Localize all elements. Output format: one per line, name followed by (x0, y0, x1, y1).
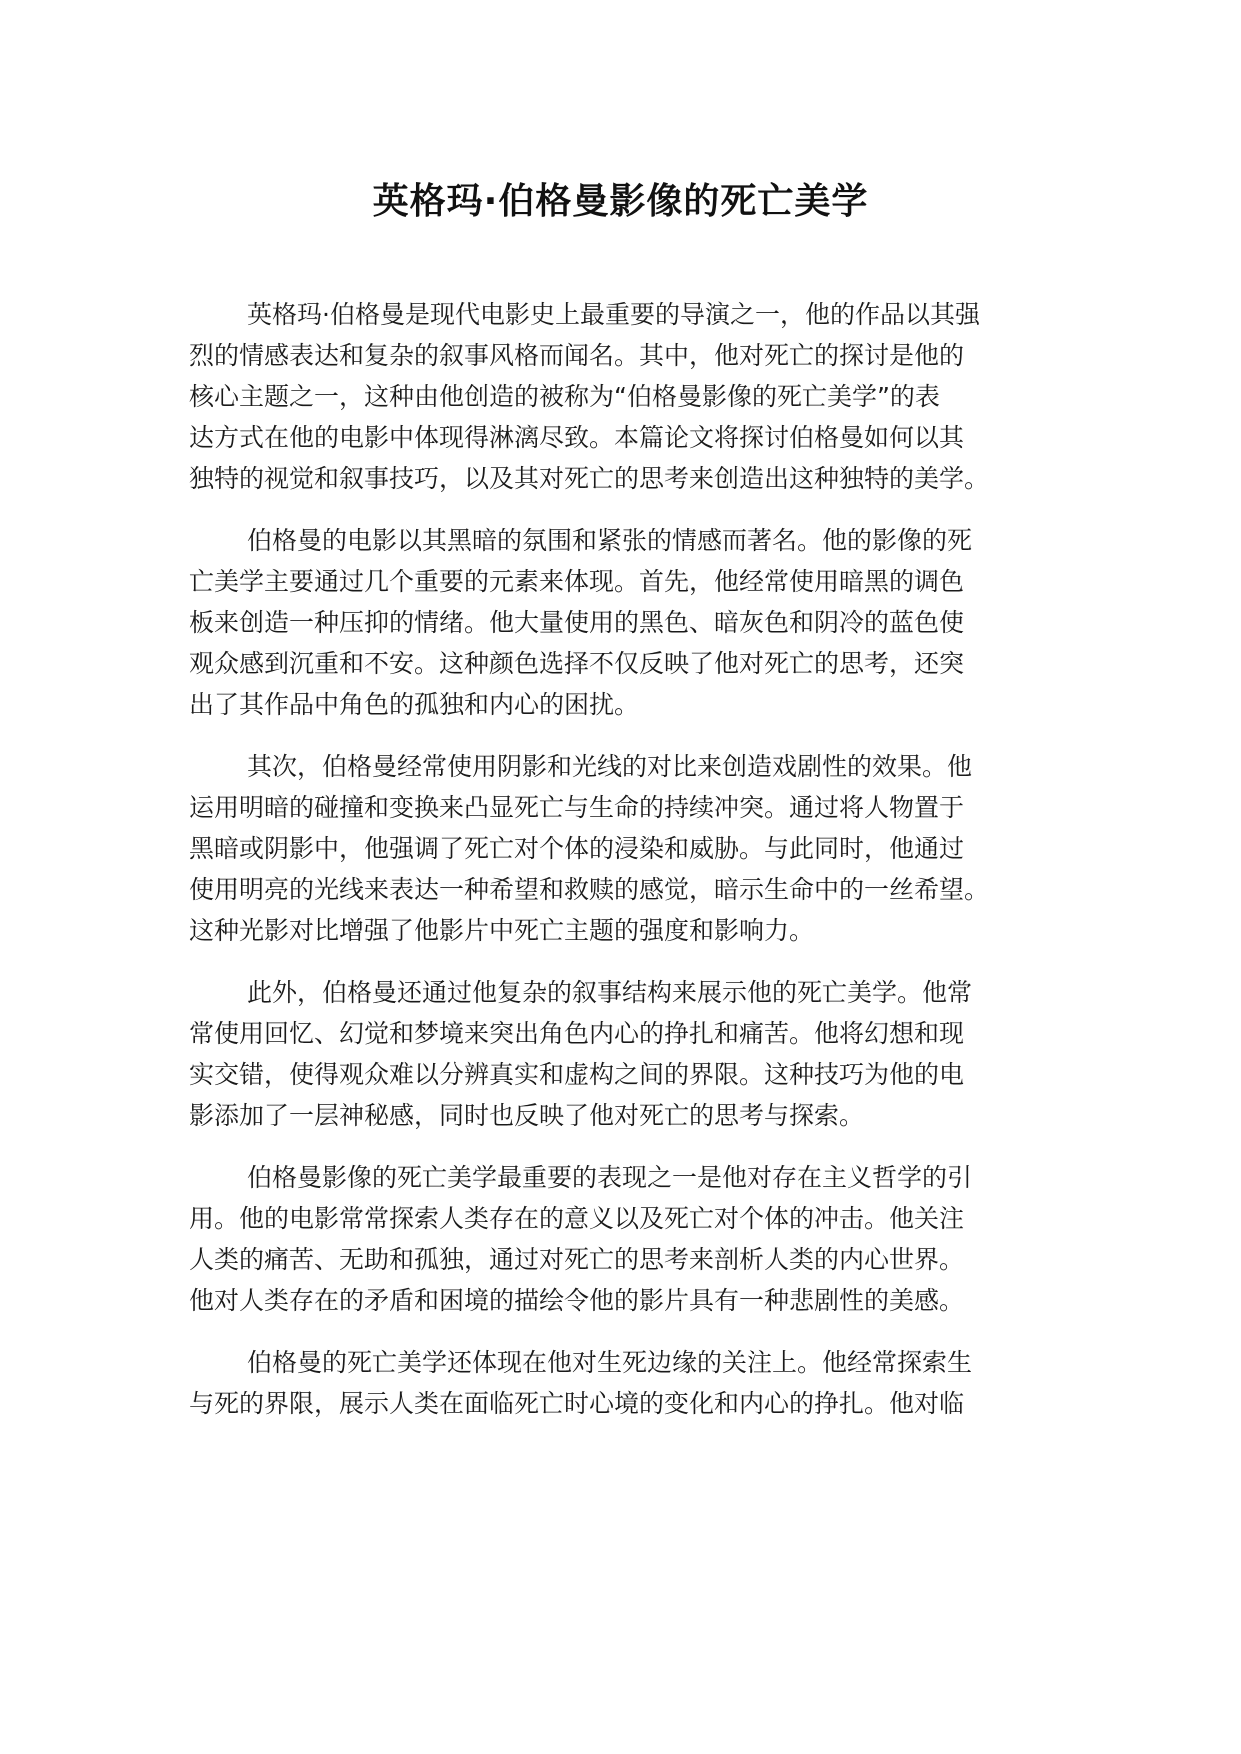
paragraph-line: 实交错，使得观众难以分辨真实和虚构之间的界限。这种技巧为他的电 (189, 1060, 965, 1089)
paragraph-line: 伯格曼的电影以其黑暗的氛围和紧张的情感而著名。他的影像的死 (247, 526, 973, 555)
paragraph-5 (189, 1157, 1069, 1321)
paragraph-line: 独特的视觉和叙事技巧，以及其对死亡的思考来创造出这种独特的美学。 (189, 464, 990, 493)
paragraph-line: 亡美学主要通过几个重要的元素来体现。首先，他经常使用暗黑的调色 (189, 567, 965, 596)
paragraph-line: 英格玛·伯格曼是现代电影史上最重要的导演之一，他的作品以其强 (247, 300, 980, 329)
paragraph-line: 黑暗或阴影中，他强调了死亡对个体的浸染和威胁。与此同时，他通过 (189, 834, 965, 863)
paragraph-line: 出了其作品中角色的孤独和内心的困扰。 (189, 690, 640, 719)
paragraph-line: 达方式在他的电影中体现得淋漓尽致。本篇论文将探讨伯格曼如何以其 (189, 423, 965, 452)
paragraph-line: 与死的界限，展示人类在面临死亡时心境的变化和内心的挣扎。他对临 (189, 1389, 965, 1418)
paragraph-line: 常使用回忆、幻觉和梦境来突出角色内心的挣扎和痛苦。他将幻想和现 (189, 1019, 965, 1048)
paragraph-line: 板来创造一种压抑的情绪。他大量使用的黑色、暗灰色和阴冷的蓝色使 (189, 608, 965, 637)
paragraph-line: 烈的情感表达和复杂的叙事风格而闻名。其中，他对死亡的探讨是他的 (189, 341, 965, 370)
paragraph-line: 核心主题之一，这种由他创造的被称为“伯格曼影像的死亡美学”的表 (189, 382, 940, 411)
paragraph-2 (189, 520, 1069, 725)
paragraph-line: 伯格曼的死亡美学还体现在他对生死边缘的关注上。他经常探索生 (247, 1348, 973, 1377)
paragraph-4 (189, 972, 1069, 1136)
paragraph-line: 观众感到沉重和不安。这种颜色选择不仅反映了他对死亡的思考，还突 (189, 649, 965, 678)
paragraph-3 (189, 746, 1069, 951)
paragraph-line: 运用明暗的碰撞和变换来凸显死亡与生命的持续冲突。通过将人物置于 (189, 793, 965, 822)
document-body (189, 294, 1069, 1445)
paragraph-line: 用。他的电影常常探索人类存在的意义以及死亡对个体的冲击。他关注 (189, 1204, 965, 1233)
paragraph-line: 使用明亮的光线来表达一种希望和救赎的感觉，暗示生命中的一丝希望。 (189, 875, 990, 904)
document-title: 英格玛·伯格曼影像的死亡美学 (372, 181, 869, 222)
paragraph-1 (189, 294, 1069, 499)
paragraph-line: 他对人类存在的矛盾和困境的描绘令他的影片具有一种悲剧性的美感。 (189, 1286, 965, 1315)
paragraph-line: 伯格曼影像的死亡美学最重要的表现之一是他对存在主义哲学的引 (247, 1163, 973, 1192)
paragraph-line: 影添加了一层神秘感，同时也反映了他对死亡的思考与探索。 (189, 1101, 865, 1130)
paragraph-line: 此外，伯格曼还通过他复杂的叙事结构来展示他的死亡美学。他常 (247, 978, 973, 1007)
paragraph-line: 这种光影对比增强了他影片中死亡主题的强度和影响力。 (189, 916, 815, 945)
paragraph-6 (189, 1342, 1069, 1424)
paragraph-line: 其次，伯格曼经常使用阴影和光线的对比来创造戏剧性的效果。他 (247, 752, 973, 781)
paragraph-line: 人类的痛苦、无助和孤独，通过对死亡的思考来剖析人类的内心世界。 (189, 1245, 965, 1274)
